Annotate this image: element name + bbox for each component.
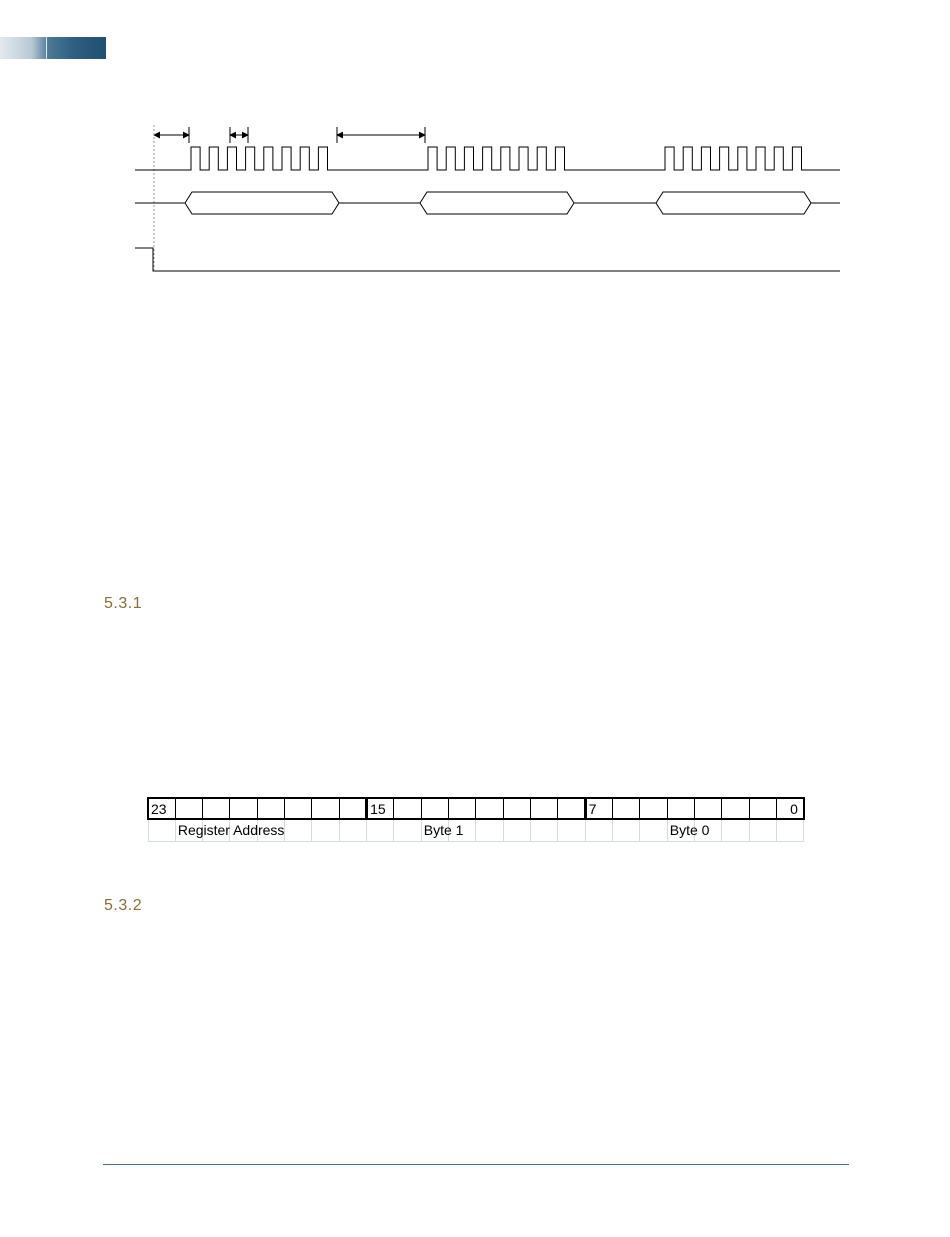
clock-waveform	[135, 147, 840, 170]
register-format-table	[147, 797, 805, 842]
bit-23-cell: 23	[148, 798, 175, 819]
field-register-address: Register Address	[175, 819, 202, 841]
section-number: 5.3.2	[104, 897, 143, 914]
bit-7-cell: 7	[585, 798, 612, 819]
field-row	[148, 819, 804, 841]
section-number: 5.3.1	[104, 595, 143, 612]
bit-15-cell: 15	[367, 798, 394, 819]
chip-select-waveform	[135, 248, 840, 271]
data-waveform	[135, 192, 840, 214]
bit-index-row	[148, 798, 804, 819]
bit-0-cell: 0	[777, 798, 804, 819]
footer-rule	[103, 1164, 849, 1165]
field-byte-1: Byte 1	[421, 819, 448, 841]
field-byte-0: Byte 0	[667, 819, 694, 841]
timing-diagram	[0, 0, 950, 300]
